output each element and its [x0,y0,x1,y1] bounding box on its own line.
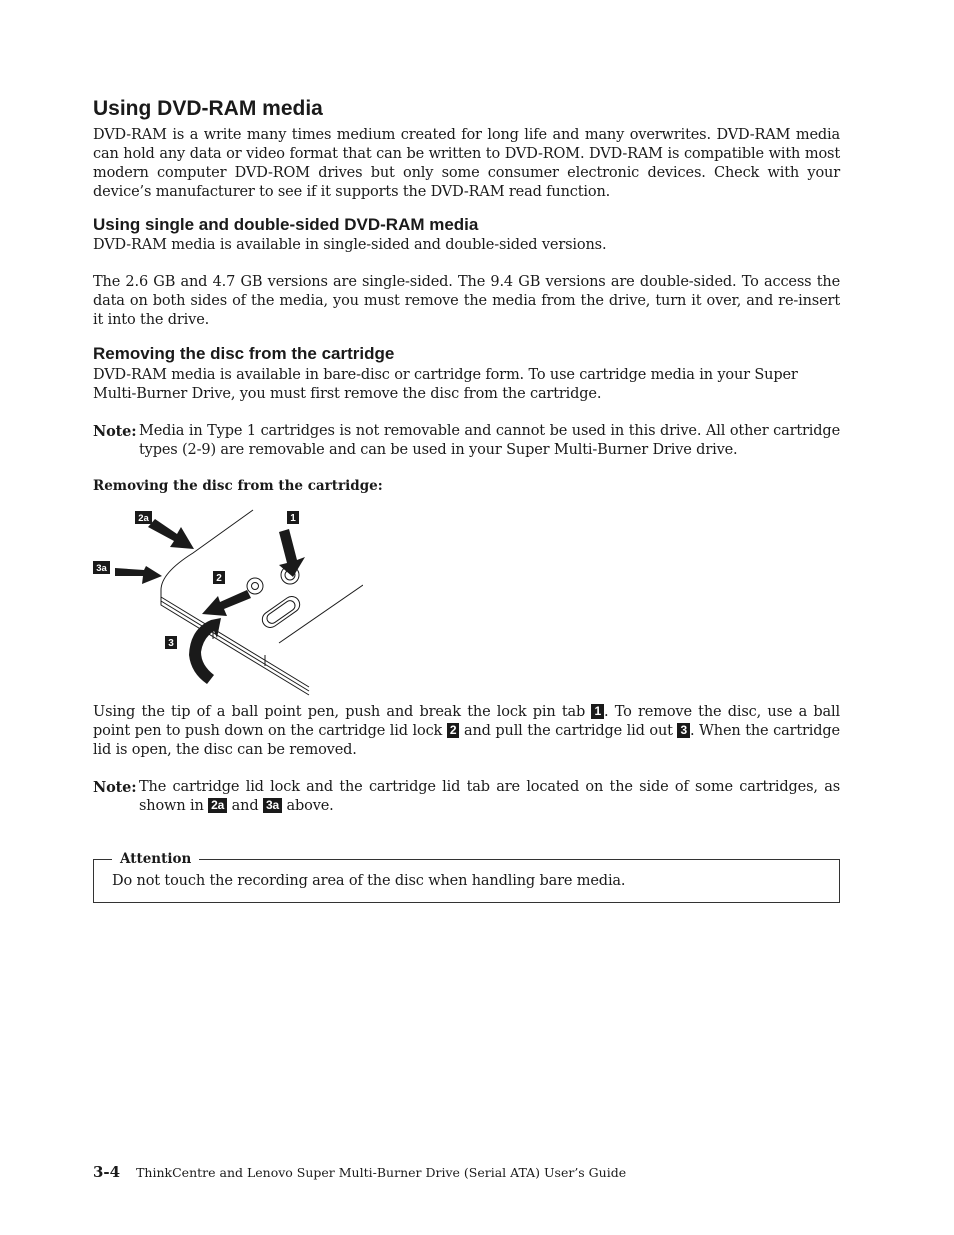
callout-inline-2: 2 [447,723,460,738]
note-lid-lock [93,778,840,816]
svg-text:3: 3 [168,638,174,649]
section2-paragraph-2: Using the tip of a ball point pen, push and break the lock pin tab 1 . To remove the disc, use a ball point pen to push down on the cartridge lid lock 2 and pull the cartridge lid out 3 . When the cartridge lid is open, the disc can be removed. [93,704,840,758]
section1-paragraph-1: DVD-RAM media is available in single-sided and double-sided versions. [93,237,607,253]
note-text: The cartridge lid lock and the cartridge lid tab are located on the side of some cartridges, as shown in 2a and 3a above. [139,779,840,814]
note-label: Note: [93,423,137,440]
section-heading-single-double: Using single and double-sided DVD-RAM media [93,215,479,234]
page-footer [93,1163,626,1182]
cartridge-diagram [93,505,363,700]
callout-inline-3: 3 [677,723,690,738]
callout-3a [93,561,110,574]
section2-paragraph-1: DVD-RAM media is available in bare-disc or cartridge form. To use cartridge media in your Super Multi-Burner Drive, you must first remove the disc from the cartridge. [93,367,798,402]
arrow-2a-icon [148,519,194,549]
footer-title: ThinkCentre and Lenovo Super Multi-Burner Drive (Serial ATA) User’s Guide [136,1165,627,1180]
lock-pin [247,566,303,631]
arrow-3-icon [189,618,221,684]
figure-caption: Removing the disc from the cartridge: [93,478,383,494]
callout-inline-2a: 2a [208,798,227,813]
arrow-3a-icon [115,566,162,584]
page-number: 3-4 [93,1163,121,1181]
note-label: Note: [93,779,137,796]
attention-box [93,851,840,903]
callout-2a [135,511,152,524]
arrow-2-icon [202,590,251,616]
svg-text:3a: 3a [96,563,107,574]
page-title: Using DVD-RAM media [93,97,323,120]
note-text: Media in Type 1 cartridges is not removable and cannot be used in this drive. All other cartridge types (2-9) are removable and can be used in your Super Multi-Burner Drive drive. [139,423,840,458]
attention-text: Do not touch the recording area of the disc when handling bare media. [112,873,626,889]
attention-label: Attention [112,851,199,868]
callout-1 [287,511,299,524]
section-heading-removing-disc: Removing the disc from the cartridge [93,344,395,363]
note-type1-cartridges [93,422,840,460]
svg-text:2a: 2a [138,513,149,524]
callout-3 [165,636,177,649]
svg-text:1: 1 [290,513,296,524]
cartridge-outline [161,510,363,695]
svg-text:2: 2 [216,573,222,584]
callout-inline-1: 1 [591,704,604,719]
intro-paragraph: DVD-RAM is a write many times medium created for long life and many overwrites. DVD-RAM media can hold any data or video format that can be written to DVD-ROM. DVD-RAM is compatible with most modern computer DVD-ROM drives but only some consumer electronic devices. Check with your device’s manufacturer to see if it supports the DVD-RAM read function. [93,127,840,200]
section1-paragraph-2: The 2.6 GB and 4.7 GB versions are single-sided. The 9.4 GB versions are double-sided. To access the data on both sides of the media, you must remove the media from the drive, turn it over, and re-insert it into the drive. [93,274,840,328]
callout-2 [213,571,225,584]
callout-inline-3a: 3a [263,798,282,813]
